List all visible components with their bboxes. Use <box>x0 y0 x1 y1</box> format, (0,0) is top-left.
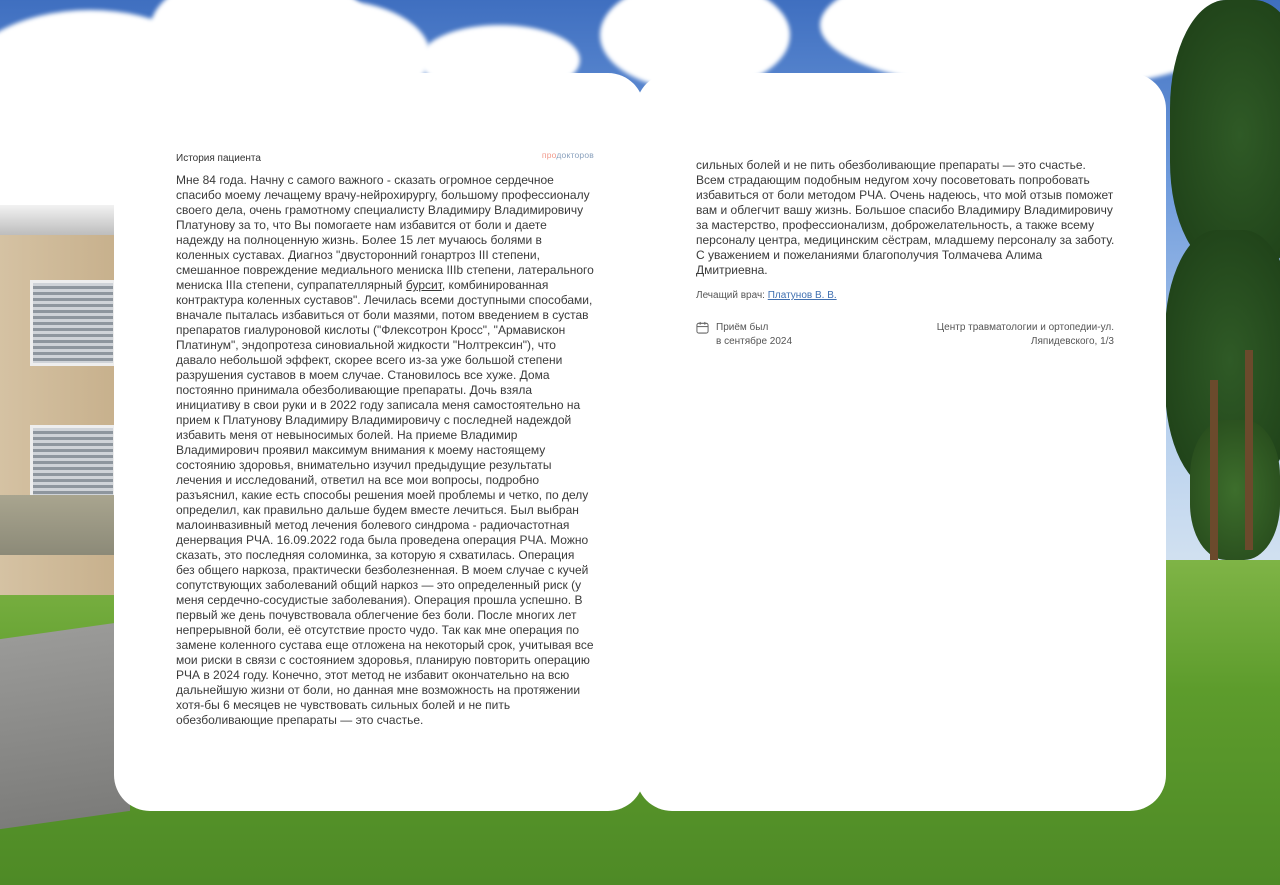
story-title: История пациента <box>176 153 261 164</box>
treating-doctor <box>696 290 837 301</box>
bursit-link[interactable]: бурсит <box>405 278 442 292</box>
prodoctorov-logo[interactable]: продокторов <box>541 150 594 160</box>
doctor-link[interactable]: Платунов В. В. <box>767 290 837 301</box>
clinic-address: Центр травматологии и ортопедии-ул. Ляпидевского, 1/3 <box>936 322 1114 347</box>
story-header <box>176 150 594 169</box>
visit-info <box>696 321 1114 351</box>
doctor-label: Лечащий врач: <box>696 290 768 301</box>
story-card-left <box>114 73 644 811</box>
story-text: Мне 84 года. Начну с самого важного - сказать огромное сердечное спасибо моему лечащему врачу-нейрохирургу, большому профессионалу своего дела, очень грамотному специалисту Владимиру Владимировичу Платунову за то, что Вы помогаете нам избавится от боли и даете надежду на полноценную жизнь. Более 15 лет мучаюсь болями в коленных суставах. Диагноз "двусторонний гонартроз III степени, смешанное повреждение медиального мениска IIIb степени, латерального мениска IIIa степени, супрапателлярный бурсит, комбинированная контрактура коленных суставов". Лечилась всеми доступными способами, вначале пыталась избавиться от боли мазями, потом введением в сустав препаратов гиалуроновой кислоты ("Флексотрон Кросс", "Армавискон Платинум", эндопротеза синовиальной жидкости "Нолтрексин"), что давало небольшой эффект, скорее всего из-за уже большой степени разрушения суставов в моем случае. Становилось все хуже. Дома постоянно принимала обезболивающие препараты. Дочь взяла инициативу в свои руки и в 2022 году записала меня самостоятельно на прием к Платунову Владимиру Владимировичу с последней надеждой избавить меня от невыносимых болей. На приеме Владимир Владимирович проявил максимум внимания к моему настоящему состоянию здоровья, внимательно изучил предыдущие результаты лечения и исследований, ответил на все мои вопросы, подробно разъяснил, какие есть способы решения моей проблемы и четко, по делу определил, как правильно дальше будем вместе лечиться. Был выбран малоинвазивный метод лечения болевого синдрома - радиочастотная денервация РЧА. 16.09.2022 года была проведена операция РЧА. Можно сказать, это последняя соломинка, за которую я схватилась. Операция без общего наркоза, практически безболезненная. В моем случае с кучей сопутствующих заболеваний общий наркоз — это определенный риск (у меня сердечно-сосудистые заболевания). Операция прошла успешно. В первый же день почувствовала облегчение без боли. После многих лет непрерывной боли, её отсутствие просто чудо. Так как мне операция по замене коленного сустава еще отложена на некоторый срок, учитывая все мои риски в связи с состоянием здоровья, планирую повторить операцию РЧА в 2024 году. Конечно, этот метод не избавит окончательно на всю дальнейшую жизни от боли, но данная мне возможность на протяжении хотя-бы 6 месяцев не чувствовать сильных болей и не пить обезболивающие препараты — это счастье. <box>176 173 594 727</box>
visit-date: Приём был в сентябре 2024 <box>716 322 793 347</box>
story-card-right <box>636 73 1166 811</box>
calendar-icon <box>696 321 709 334</box>
story-text-continued: сильных болей и не пить обезболивающие препараты — это счастье. Всем страдающим подобным недугом хочу посоветовать попробовать избавиться от боли методом РЧА. Очень надеюсь, что мой отзыв поможет вам и облегчит вашу жизнь. Большое спасибо Владимиру Владимировичу за мастерство, профессионализм, доброжелательность, а также всему персоналу центра, медицинским сёстрам, младшему персоналу за заботу. С уважением и пожеланиями благополучия Толмачева Алима Дмитриевна. <box>696 158 1115 277</box>
